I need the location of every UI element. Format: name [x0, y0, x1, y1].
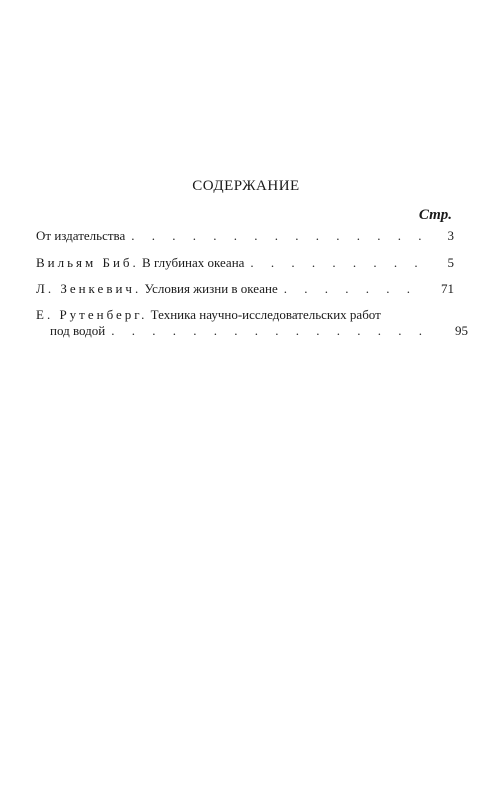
toc-entry-page: 95: [455, 323, 468, 338]
toc-entry-author: Вильям Биб.: [36, 255, 139, 270]
toc-entry-title-continued: под водой: [50, 323, 106, 338]
toc-entry-title: Условия жизни в океане: [144, 281, 278, 296]
leader-dots: [284, 281, 426, 297]
toc-entry-title: От издательства: [36, 228, 126, 243]
toc-entry-page: 5: [447, 255, 454, 270]
toc-entry-title: Техника научно-исследовательских работ: [150, 307, 381, 322]
toc-entry-title: В глубинах океана: [142, 255, 245, 270]
toc-entry-author: Е. Рутенберг.: [36, 307, 148, 322]
leader-dots: [111, 323, 440, 339]
leader-dots: [250, 255, 426, 271]
toc-entry-author: Л. Зенкевич.: [36, 281, 142, 296]
toc-entry: [36, 307, 468, 339]
toc-heading: СОДЕРЖАНИЕ: [192, 178, 300, 194]
toc-entry-page: 71: [441, 281, 454, 296]
page-column-label: Стр.: [418, 207, 452, 223]
toc-entry-page: 3: [447, 228, 454, 243]
leader-dots: [131, 228, 426, 244]
toc-entry: [36, 228, 454, 244]
toc-entry: [36, 255, 454, 271]
toc-entry: [36, 281, 454, 297]
